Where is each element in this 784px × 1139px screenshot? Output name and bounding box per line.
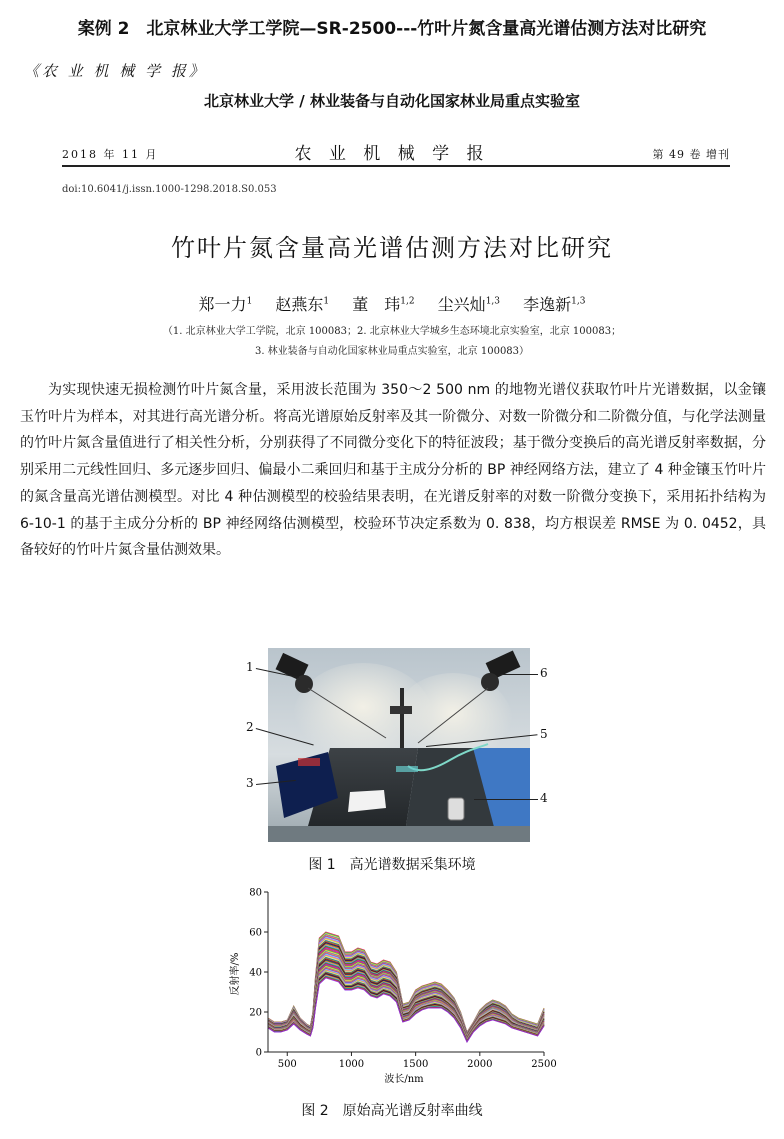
- leader-line: [500, 674, 538, 675]
- leader-line: [474, 799, 538, 800]
- spectrum-curve: [268, 956, 544, 1037]
- case-heading: 案例 2 北京林业大学工学院—SR-2500---竹叶片氮含量高光谱估测方法对比研究: [77, 19, 707, 39]
- callout-5: 5: [540, 727, 548, 741]
- plot-area: [268, 932, 544, 1042]
- spectrum-curve: [268, 957, 544, 1037]
- x-tick-label: 500: [277, 1059, 297, 1070]
- acquisition-photo: [268, 648, 530, 842]
- x-tick-label: 2500: [531, 1059, 557, 1070]
- callout-2: 2: [246, 720, 254, 734]
- y-tick-label: 40: [249, 967, 262, 979]
- reflectance-chart: [224, 884, 564, 1094]
- author: 赵燕东$^1$: [275, 295, 330, 314]
- paper-title: 竹叶片氮含量高光谱估测方法对比研究: [171, 234, 613, 262]
- paper-header-volume: 第 49 卷 增刊: [652, 148, 730, 161]
- author: 郑一力$^1$: [198, 295, 253, 314]
- y-tick-label: 60: [249, 927, 262, 939]
- figure1-caption: 图 1 高光谱数据采集环境: [308, 857, 476, 873]
- y-tick-label: 20: [249, 1007, 262, 1019]
- y-tick-label: 80: [249, 887, 262, 899]
- y-tick-label: 0: [255, 1047, 262, 1059]
- figure2-caption: 图 2 原始高光谱反射率曲线: [301, 1103, 483, 1119]
- affiliation-line: （1. 北京林业大学工学院，北京 100083；2. 北京林业大学城乡生态环境北京实验室，北京 100083；: [162, 326, 622, 337]
- doi: doi:10.6041/j.issn.1000-1298.2018.S0.053: [62, 184, 277, 195]
- journal-tag: 《农 业 机 械 学 报》: [24, 62, 207, 80]
- affiliation-line: 3. 林业装备与自动化国家林业局重点实验室，北京 100083）: [254, 346, 530, 357]
- paper-header-date: 2018 年 11 月: [62, 148, 159, 161]
- callout-4: 4: [540, 791, 548, 805]
- figure1: [238, 648, 558, 848]
- abstract: 为实现快速无损检测竹叶片氮含量，采用波长范围为 350～2 500 nm 的地物光谱仪获取竹叶片光谱数据，以金镶玉竹叶片为样本，对其进行高光谱分析。将高光谱原始反射率及其一阶微分、对数一阶微分和二阶微分值，与化学法测量的竹叶片氮含量值进行了相关性分析，分别获得了不同微分变化下的特征波段；基于微分变换后的高光谱反射率数据，分别采用二元线性回归、多元逐步回归、偏最小二乘回归和基于主成分分析的 BP 神经网络方法，建立了 4 种金镶玉竹叶片的氮含量高光谱估测模型。对比 4 种估测模型的校验结果表明，在光谱反射率的对数一阶微分变换下，采用拓扑结构为 6-10-1 的基于主成分分析的 BP 神经网络估测模型，校验环节决定系数为 0. 838，均方根误差 RMSE 为 0. 0452，具备较好的竹叶片氮含量估测效果。: [20, 382, 766, 559]
- x-tick-label: 2000: [467, 1059, 493, 1070]
- author-list: [0, 292, 784, 315]
- callout-3: 3: [246, 776, 254, 790]
- x-tick-label: 1500: [402, 1059, 429, 1070]
- callout-6: 6: [540, 666, 548, 680]
- institution-line: 北京林业大学 / 林业装备与自动化国家林业局重点实验室: [204, 92, 580, 110]
- y-axis-label: 反射率/%: [230, 952, 241, 996]
- spectrum-curve: [268, 953, 544, 1036]
- x-tick-label: 1000: [338, 1059, 365, 1070]
- author: 董 玮$^{1,2}$: [352, 295, 415, 314]
- callout-1: 1: [246, 660, 254, 674]
- x-axis-label: 波长/nm: [384, 1074, 424, 1085]
- spectrum-curve: [268, 955, 544, 1037]
- chart-axes: [249, 888, 556, 1071]
- paper-header-journal: 农 业 机 械 学 报: [294, 144, 490, 164]
- spectrum-curve: [268, 954, 544, 1036]
- author: 尘兴灿$^{1,3}$: [437, 295, 501, 314]
- header-rule: [62, 165, 730, 167]
- author: 李逸新$^{1,3}$: [523, 295, 586, 314]
